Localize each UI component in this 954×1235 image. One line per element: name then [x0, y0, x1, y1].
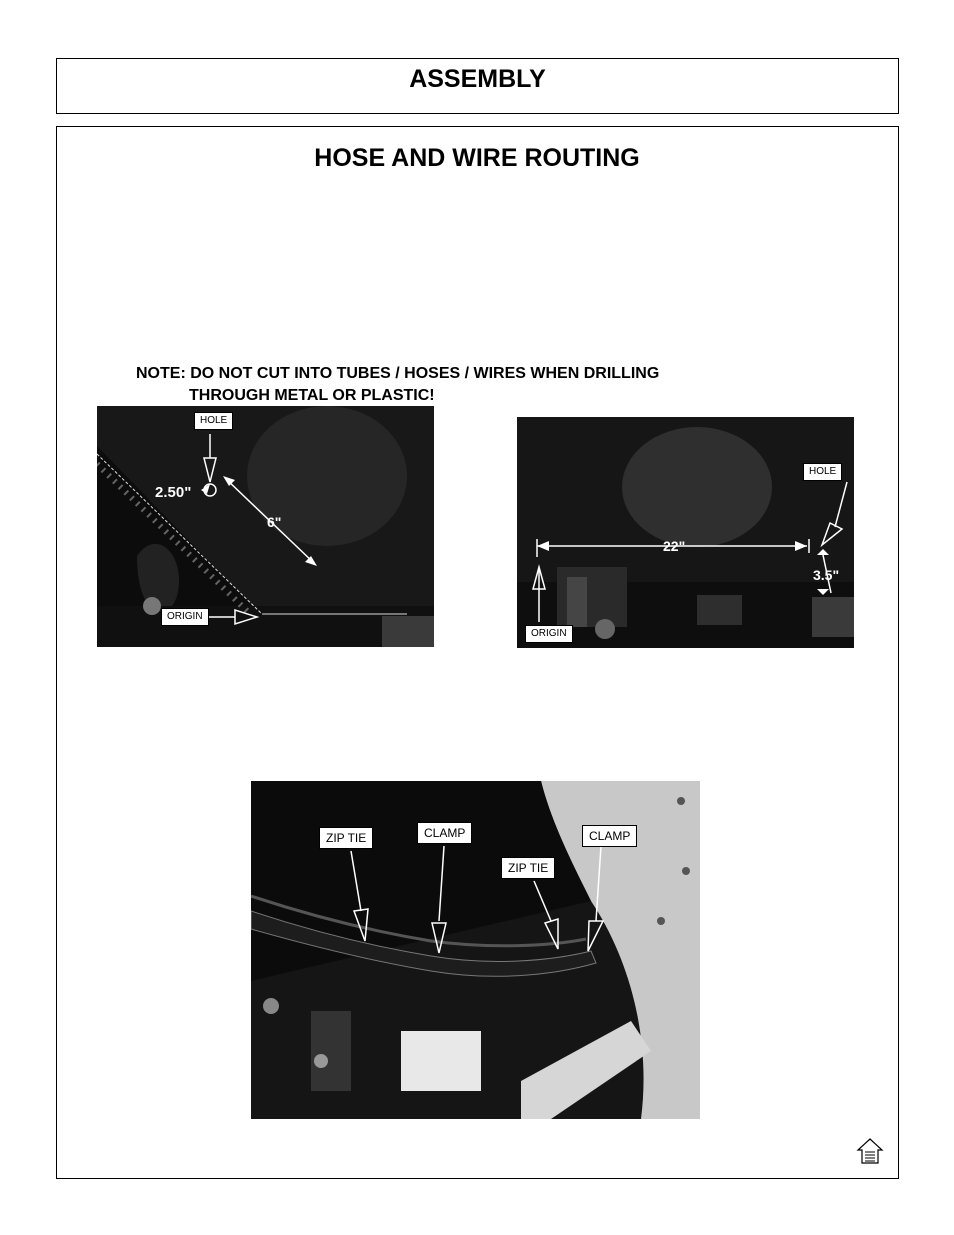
zip-tie-label-2: ZIP TIE — [501, 857, 555, 879]
origin-label: ORIGIN — [525, 625, 573, 643]
dimension-3-5: 3.5" — [813, 567, 840, 583]
zip-tie-label-1: ZIP TIE — [319, 827, 373, 849]
page-header-title: ASSEMBLY — [409, 65, 546, 93]
note-line-1: NOTE: DO NOT CUT INTO TUBES / HOSES / WIRES WHEN DRILLING — [136, 365, 660, 382]
header-box — [56, 58, 899, 114]
hole-label: HOLE — [803, 463, 842, 481]
dimension-6: 6" — [267, 514, 282, 530]
section-title: HOSE AND WIRE ROUTING — [314, 144, 640, 172]
dimension-22: 22" — [663, 538, 686, 554]
photo-hole-location-side — [517, 417, 854, 648]
dimension-2-50: 2.50" — [155, 484, 192, 501]
photo-hole-location-front — [97, 406, 434, 647]
clamp-label-2: CLAMP — [582, 825, 637, 847]
photo-hose-routing — [251, 781, 700, 1119]
note-line-2: THROUGH METAL OR PLASTIC! — [189, 387, 435, 404]
photo-2-illustration — [517, 417, 854, 648]
photo-1-illustration — [97, 406, 434, 647]
clamp-label-1: CLAMP — [417, 822, 472, 844]
hole-label: HOLE — [194, 412, 233, 430]
home-icon[interactable] — [856, 1137, 884, 1165]
origin-label: ORIGIN — [161, 608, 209, 626]
